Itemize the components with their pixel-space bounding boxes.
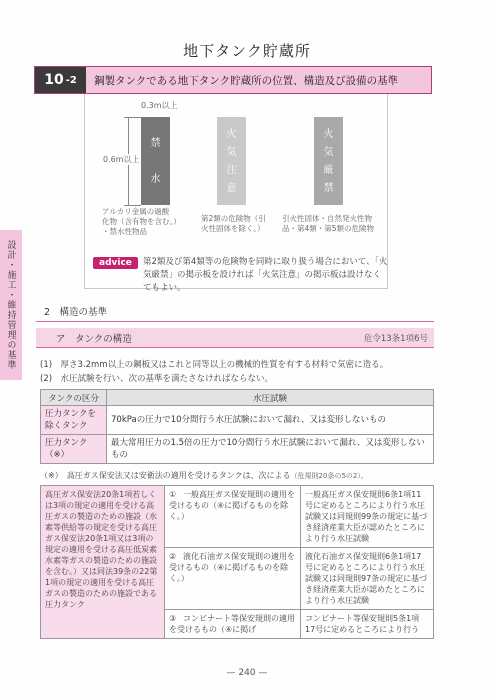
sign-char: 気 bbox=[323, 146, 334, 158]
chapter-side-tab-label: 設計・施工・維持管理の基準 bbox=[5, 240, 16, 370]
subsubsection-heading bbox=[36, 328, 434, 348]
footnote-reference: （危規則20条の5の2）。 bbox=[290, 472, 368, 480]
table-cell-rule: 一般高圧ガス保安規則6条1項11号に定めるところにより行う水圧試験又は同規則99条の規定に基づき経済産業大臣が認めたところにより行う水圧試験 bbox=[301, 486, 434, 548]
table-row bbox=[41, 486, 434, 548]
sign-char: 厳 bbox=[323, 164, 334, 176]
item-subject: 液化石油ガス保安規則の適用を受けるもの（④に掲げるものを除く。） bbox=[169, 552, 295, 583]
height-dimension-label: 0.6m以上 bbox=[103, 155, 140, 164]
footnote-text: （※） 高圧ガス保安法又は安衛法の適用を受けるタンクは、次による bbox=[40, 471, 291, 480]
table-row bbox=[41, 406, 434, 435]
table-cell-category: 圧力タンクを除くタンク bbox=[41, 406, 107, 435]
section-number: 10 bbox=[44, 72, 64, 88]
sign-char: 禁 bbox=[323, 182, 334, 194]
table-cell-rule: 液化石油ガス保安規則6条1項17号に定めるところにより行う水圧試験又は同規則97条の規定に基づき経済産業大臣が認めたところにより行う水圧試験 bbox=[301, 548, 434, 610]
table-cell-rule: コンビナート等保安規則5条1項17号に定めるところにより行う bbox=[301, 610, 434, 639]
page-title: 地下タンク貯蔵所 bbox=[183, 42, 311, 60]
table-cell-category: 圧力タンク（※） bbox=[41, 435, 107, 464]
section-sub-number: -2 bbox=[65, 74, 77, 86]
sign-char: 気 bbox=[226, 146, 237, 158]
section-number-badge bbox=[35, 67, 86, 93]
sign-char: 火 bbox=[226, 128, 237, 140]
sign-caption: 引火性固体・自然発火性物 品・第4類・第5類の危険物 bbox=[282, 214, 375, 233]
sign-char: 水 bbox=[150, 173, 161, 185]
high-pressure-gas-table bbox=[40, 485, 434, 639]
sign-caption: 第2類の危険物（引 火性固体を除く。） bbox=[201, 214, 266, 233]
note-item: (2) 水圧試験を行い、次の基準を満たさなければならない。 bbox=[40, 374, 274, 384]
page-number: — 240 — bbox=[226, 668, 268, 678]
item-number: ② bbox=[169, 552, 177, 561]
table-cell-lead: 高圧ガス保安法20条1項若しくは3項の規定の適用を受ける高圧ガスの製造のための施設（水素等供給等の規定を受ける高圧ガス保安法20条1項又は3項の規定の適用を受ける高圧低炭素水素等ガスの製造のための施設を含む。）又は同法39条の22第1項の規定の適用を受ける高圧ガスの製造のための施設である圧力タンク bbox=[41, 486, 165, 639]
width-dimension-label: 0.3m以上 bbox=[141, 101, 178, 110]
height-dimension-tick-bottom bbox=[124, 205, 141, 206]
subsection-heading: 2 構造の基準 bbox=[36, 301, 434, 322]
item-subject: コンビナート等保安規則の適用を受けるもの（④に掲げ bbox=[169, 614, 295, 634]
section-header bbox=[34, 66, 432, 94]
footnote bbox=[40, 470, 368, 481]
chapter-side-tab bbox=[0, 230, 22, 380]
item-subject: 一般高圧ガス保安規則の適用を受けるもの（④に掲げるものを除く。） bbox=[169, 490, 295, 521]
section-title: 鋼製タンクである地下タンク貯蔵所の位置、構造及び設備の基準 bbox=[94, 74, 399, 87]
sign-fire-caution bbox=[217, 117, 246, 205]
table-row bbox=[41, 435, 434, 464]
sign-no-water bbox=[141, 117, 170, 205]
table-cell-test: 70kPaの圧力で10分間行う水圧試験において漏れ、又は変形しないもの bbox=[107, 406, 434, 435]
sign-char: 注 bbox=[226, 164, 237, 176]
sign-char: 禁 bbox=[150, 137, 161, 149]
table-cell-test: 最大常用圧力の1.5倍の圧力で10分間行う水圧試験において漏れ、又は変形しないもの bbox=[107, 435, 434, 464]
table-cell-subject bbox=[165, 610, 301, 639]
subsubsection-title: ア タンクの構造 bbox=[56, 333, 132, 345]
table-cell-subject bbox=[165, 548, 301, 610]
note-item: (1) 厚さ3.2mm以上の鋼板又はこれと同等以上の機械的性質を有する材料で気密に造る。 bbox=[40, 360, 389, 370]
advice-text: 第2類及び第4類等の危険物を同時に取り扱う場合において、「火気厳禁」の掲示板を設ければ「火気注意」の掲示板は設けなくてもよい。 bbox=[143, 257, 388, 293]
table-header: 水圧試験 bbox=[107, 390, 434, 406]
table-header-row bbox=[41, 390, 434, 406]
sign-fire-strictly-prohibited bbox=[314, 117, 343, 205]
advice-label: advice bbox=[93, 257, 138, 269]
table-header: タンクの区分 bbox=[41, 390, 107, 406]
item-number: ③ bbox=[169, 614, 177, 623]
sign-char: 火 bbox=[323, 128, 334, 140]
sign-char: 意 bbox=[226, 182, 237, 194]
table-cell-subject bbox=[165, 486, 301, 548]
law-reference: 危令13条1項6号 bbox=[363, 333, 428, 344]
item-number: ① bbox=[169, 490, 177, 499]
sign-caption: アルカリ金属の過酸 化物（含有物を含む。） ・禁水性物品 bbox=[102, 207, 181, 236]
height-dimension-tick-top bbox=[124, 117, 141, 118]
hydraulic-test-table bbox=[40, 389, 434, 464]
